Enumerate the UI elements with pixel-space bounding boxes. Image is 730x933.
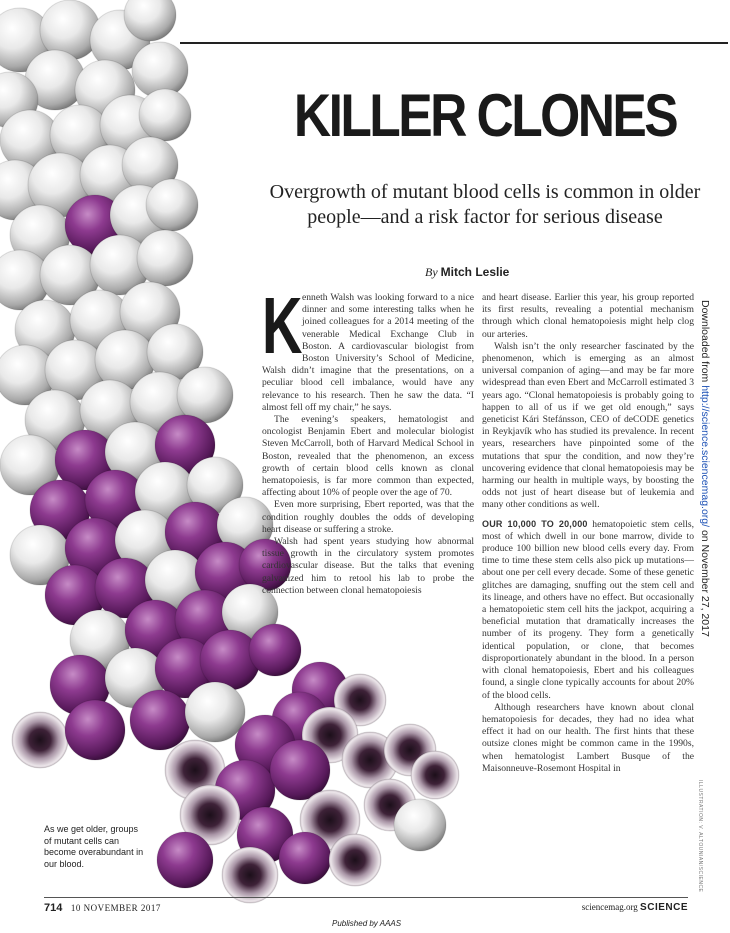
footer-rule <box>44 897 688 898</box>
dark-core-cell <box>329 834 381 886</box>
download-suffix: on November 27, 2017 <box>699 527 711 637</box>
paragraph: and heart disease. Earlier this year, his group reported its first results, revealing a potential mechanism through which clonal hematopoiesis might help clog our arteries. <box>482 292 694 340</box>
illustration-credit: ILLUSTRATION: V. ALTOUNIAN/SCIENCE <box>697 780 703 893</box>
deck: Overgrowth of mutant blood cells is common in older people—and a risk factor for serious disease <box>269 181 701 228</box>
download-prefix: Downloaded from <box>699 300 711 386</box>
footer-left <box>44 902 161 914</box>
white-blood-cell <box>146 179 198 231</box>
dark-core-cell <box>411 751 459 799</box>
published-note: Published by AAAS <box>332 919 402 928</box>
footer-right <box>582 902 688 913</box>
white-blood-cell <box>137 230 193 286</box>
mutant-cell <box>157 832 213 888</box>
paragraph <box>482 518 694 702</box>
figure-caption: As we get older, groups of mutant cells can become overabundant in our blood. <box>44 824 144 869</box>
white-blood-cell <box>139 89 191 141</box>
byline-prefix: By <box>425 265 438 279</box>
issue-date: 10 NOVEMBER 2017 <box>70 903 161 913</box>
paragraph: The evening’s speakers, hematologist and oncologist Benjamin Ebert and molecular biologist Steven McCarroll, both of Harvard Medical School in Boston, revealed that the phenomenon, an excess growth of certain blood cells known as clonal hematopoiesis, is far more common than expected, affecting about 10% of people over the age of 70. <box>262 414 474 499</box>
headline: KILLER CLONES <box>293 82 677 149</box>
magazine-name: SCIENCE <box>640 902 688 913</box>
paragraph: Although researchers have known about clonal hematopoiesis for decades, they had no idea what effect it had on our health. The first hints that these outsize clones might be common came in the 1990s, when hematologist Lambert Busque of the Maisonneuve-Rosemont Hospital in <box>482 701 694 774</box>
paragraph-text: enneth Walsh was looking forward to a nice dinner and some interesting talks when he joined colleagues for a 2014 meeting of the venerable Medical Exchange Club in Boston. A cardiovascular biologist from Boston University’s School of Medicine, Walsh didn’t imagine that the presentations, on a peculiar blood cell imbalance, would have any relevance to his research. Then he saw the data. “I almost fell off my chair,” he says. <box>262 292 474 413</box>
paragraph-text: hematopoietic stem cells, most of which dwell in our bone marrow, divide to produce 100 billion new blood cells every day. From time to time these stem cells also pick up mutations—about one per cell every decade. Some of these genetic glitches are damaging, snuffing out the stem cell and its lineage, and others have no effect. But occasionally a hematopoietic stem cell hits the jackpot, acquiring a beneficial mutation that dramatically increases the number of its progeny. They form a genetically identical population, or clone, that becomes disproportionately abundant in the blood. In a person with clonal hematopoiesis, Ebert and his colleagues found, a single clone typically accounts for about 20% of the blood cells. <box>482 518 694 701</box>
site-link[interactable]: sciencemag.org <box>581 902 638 912</box>
mutant-cell <box>279 832 331 884</box>
dark-core-cell <box>222 847 278 903</box>
page-number: 714 <box>44 902 63 914</box>
section-lead-in: OUR 10,000 TO 20,000 <box>482 518 588 529</box>
download-note <box>695 300 711 637</box>
paragraph: Walsh had spent years studying how abnormal tissue growth in the circulatory system promotes cardiovascular disease. But the talks that evening galvanized him to retool his lab to probe the connection between clonal hematopoiesis <box>262 536 474 596</box>
mutant-cell <box>249 624 301 676</box>
download-link[interactable]: http://science.sciencemag.org/ <box>699 385 711 528</box>
white-blood-cell <box>185 682 245 742</box>
paragraph: Walsh isn’t the only researcher fascinated by the phenomenon, which is emerging as an almost universal companion of aging—and may be far more widespread than even Ebert and McCarroll estimated 3 years ago. “Clonal hematopoiesis is probably going to happen to all of us if we get old enough,” says geneticist Kári Stefánsson, CEO of deCODE genetics in Reykjavík who has studied its prevalence. In recent years, researchers have pinpointed some of the mutations that spur the condition, and now they’re uncovering evidence that clonal hematopoiesis may be harming our health in multiple ways, by boosting the odds not just of heart disease but of leukemia and many other conditions as well. <box>482 340 694 511</box>
mutant-cell <box>65 700 125 760</box>
paragraph: Even more surprising, Ebert reported, was that the condition roughly doubles the odds of developing heart disease or suffering a stroke. <box>262 499 474 535</box>
drop-cap: K <box>262 281 303 370</box>
white-blood-cell <box>394 799 446 851</box>
dark-core-cell <box>12 712 68 768</box>
mutant-cell <box>130 690 190 750</box>
top-rule <box>180 42 728 44</box>
text-column-2 <box>482 292 694 775</box>
author-name: Mitch Leslie <box>440 265 510 279</box>
byline <box>425 265 509 280</box>
text-column-1 <box>262 281 474 597</box>
paragraph <box>262 281 474 414</box>
